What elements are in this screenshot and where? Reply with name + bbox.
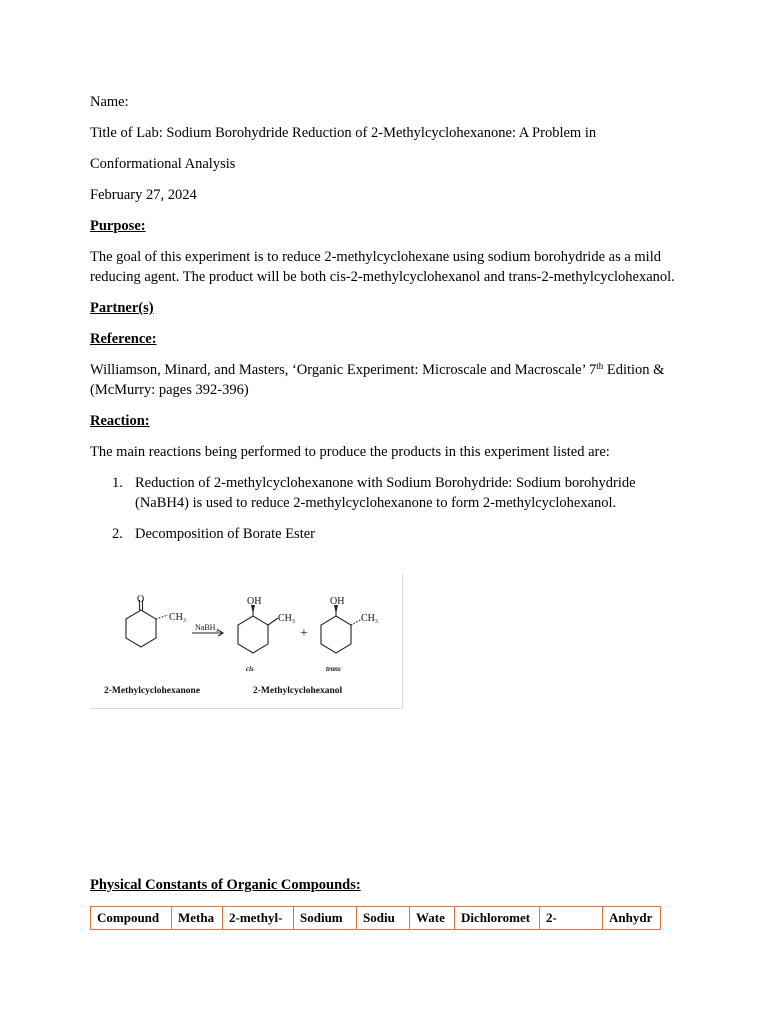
physical-constants-table xyxy=(90,906,661,930)
table-header-cell: Anhydr xyxy=(603,907,661,930)
table-header-cell: Sodiu xyxy=(357,907,410,930)
methyl-label: $CH_3$ xyxy=(278,613,295,625)
table-header-cell: 2-methyl- xyxy=(223,907,294,930)
reference-superscript: th xyxy=(596,361,604,371)
methyl-label: $CH_3$ xyxy=(361,613,378,625)
cis-label: cis xyxy=(246,665,254,673)
lab-title-line1: Title of Lab: Sodium Borohydride Reduction of 2-Methylcyclohexanone: A Problem in xyxy=(90,125,597,141)
lab-title-line2: Conformational Analysis xyxy=(90,156,236,172)
table-header-cell: Compound xyxy=(91,907,172,930)
table-header-cell: Metha xyxy=(172,907,223,930)
reagent-label: NaBH$_4$ xyxy=(195,623,219,634)
list-number: 1. xyxy=(112,475,123,491)
reference-heading: Reference: xyxy=(90,331,157,347)
trans-label: trans xyxy=(326,665,341,673)
reaction-scheme-drawing xyxy=(90,574,402,708)
cis-ring xyxy=(238,616,268,653)
purpose-heading: Purpose: xyxy=(90,218,146,234)
reaction-scheme-image xyxy=(90,574,403,709)
table-header-cell: Sodium xyxy=(294,907,357,930)
reaction-heading: Reaction: xyxy=(90,413,150,429)
list-text: Decomposition of Borate Ester xyxy=(135,526,315,542)
oxygen-label: O xyxy=(137,594,145,605)
document-body xyxy=(90,92,680,555)
physical-constants-heading: Physical Constants of Organic Compounds: xyxy=(90,877,361,893)
hydroxyl-label: OH xyxy=(330,596,345,607)
table-header-row xyxy=(91,907,661,930)
reference-text xyxy=(90,360,680,400)
name-label: Name: xyxy=(90,94,129,110)
table-header-cell: 2- xyxy=(540,907,603,930)
table-header-cell: Wate xyxy=(410,907,455,930)
methyl-bond xyxy=(156,615,168,619)
product-name: 2-Methylcyclohexanol xyxy=(253,686,343,696)
list-text: Reduction of 2-methylcyclohexanone with Sodium Borohydride: Sodium borohydride (NaBH4) is used to reduce 2-methylcyclohexanone to form 2-methylcyclohexanol. xyxy=(135,475,636,511)
partners-heading: Partner(s) xyxy=(90,300,154,316)
plus-sign: + xyxy=(300,626,308,641)
reactant-name: 2-Methylcyclohexanone xyxy=(104,686,201,696)
methyl-bond xyxy=(268,618,278,625)
reaction-list-item xyxy=(90,524,680,544)
reference-text-main: Williamson, Minard, and Masters, ‘Organic Experiment: Microscale and Macroscale’ 7 xyxy=(90,362,597,378)
list-number: 2. xyxy=(112,526,123,542)
cyclohexanone-ring xyxy=(126,610,156,647)
purpose-text: The goal of this experiment is to reduce 2-methylcyclohexane using sodium borohydride as a mild reducing agent. The product will be both cis-2-methylcyclohexanol and trans-2-methylcyclohexanol. xyxy=(90,249,675,285)
trans-ring xyxy=(321,616,351,653)
reaction-intro: The main reactions being performed to produce the products in this experiment listed are: xyxy=(90,444,610,460)
methyl-label: $CH_3$ xyxy=(169,612,186,624)
reaction-list xyxy=(90,473,680,544)
reference-text-tail: Edition & (McMurry: pages 392-396) xyxy=(90,362,665,398)
lab-date: February 27, 2024 xyxy=(90,187,197,203)
table-header-cell: Dichloromet xyxy=(455,907,540,930)
hydroxyl-label: OH xyxy=(247,596,262,607)
reaction-list-item xyxy=(90,473,680,513)
